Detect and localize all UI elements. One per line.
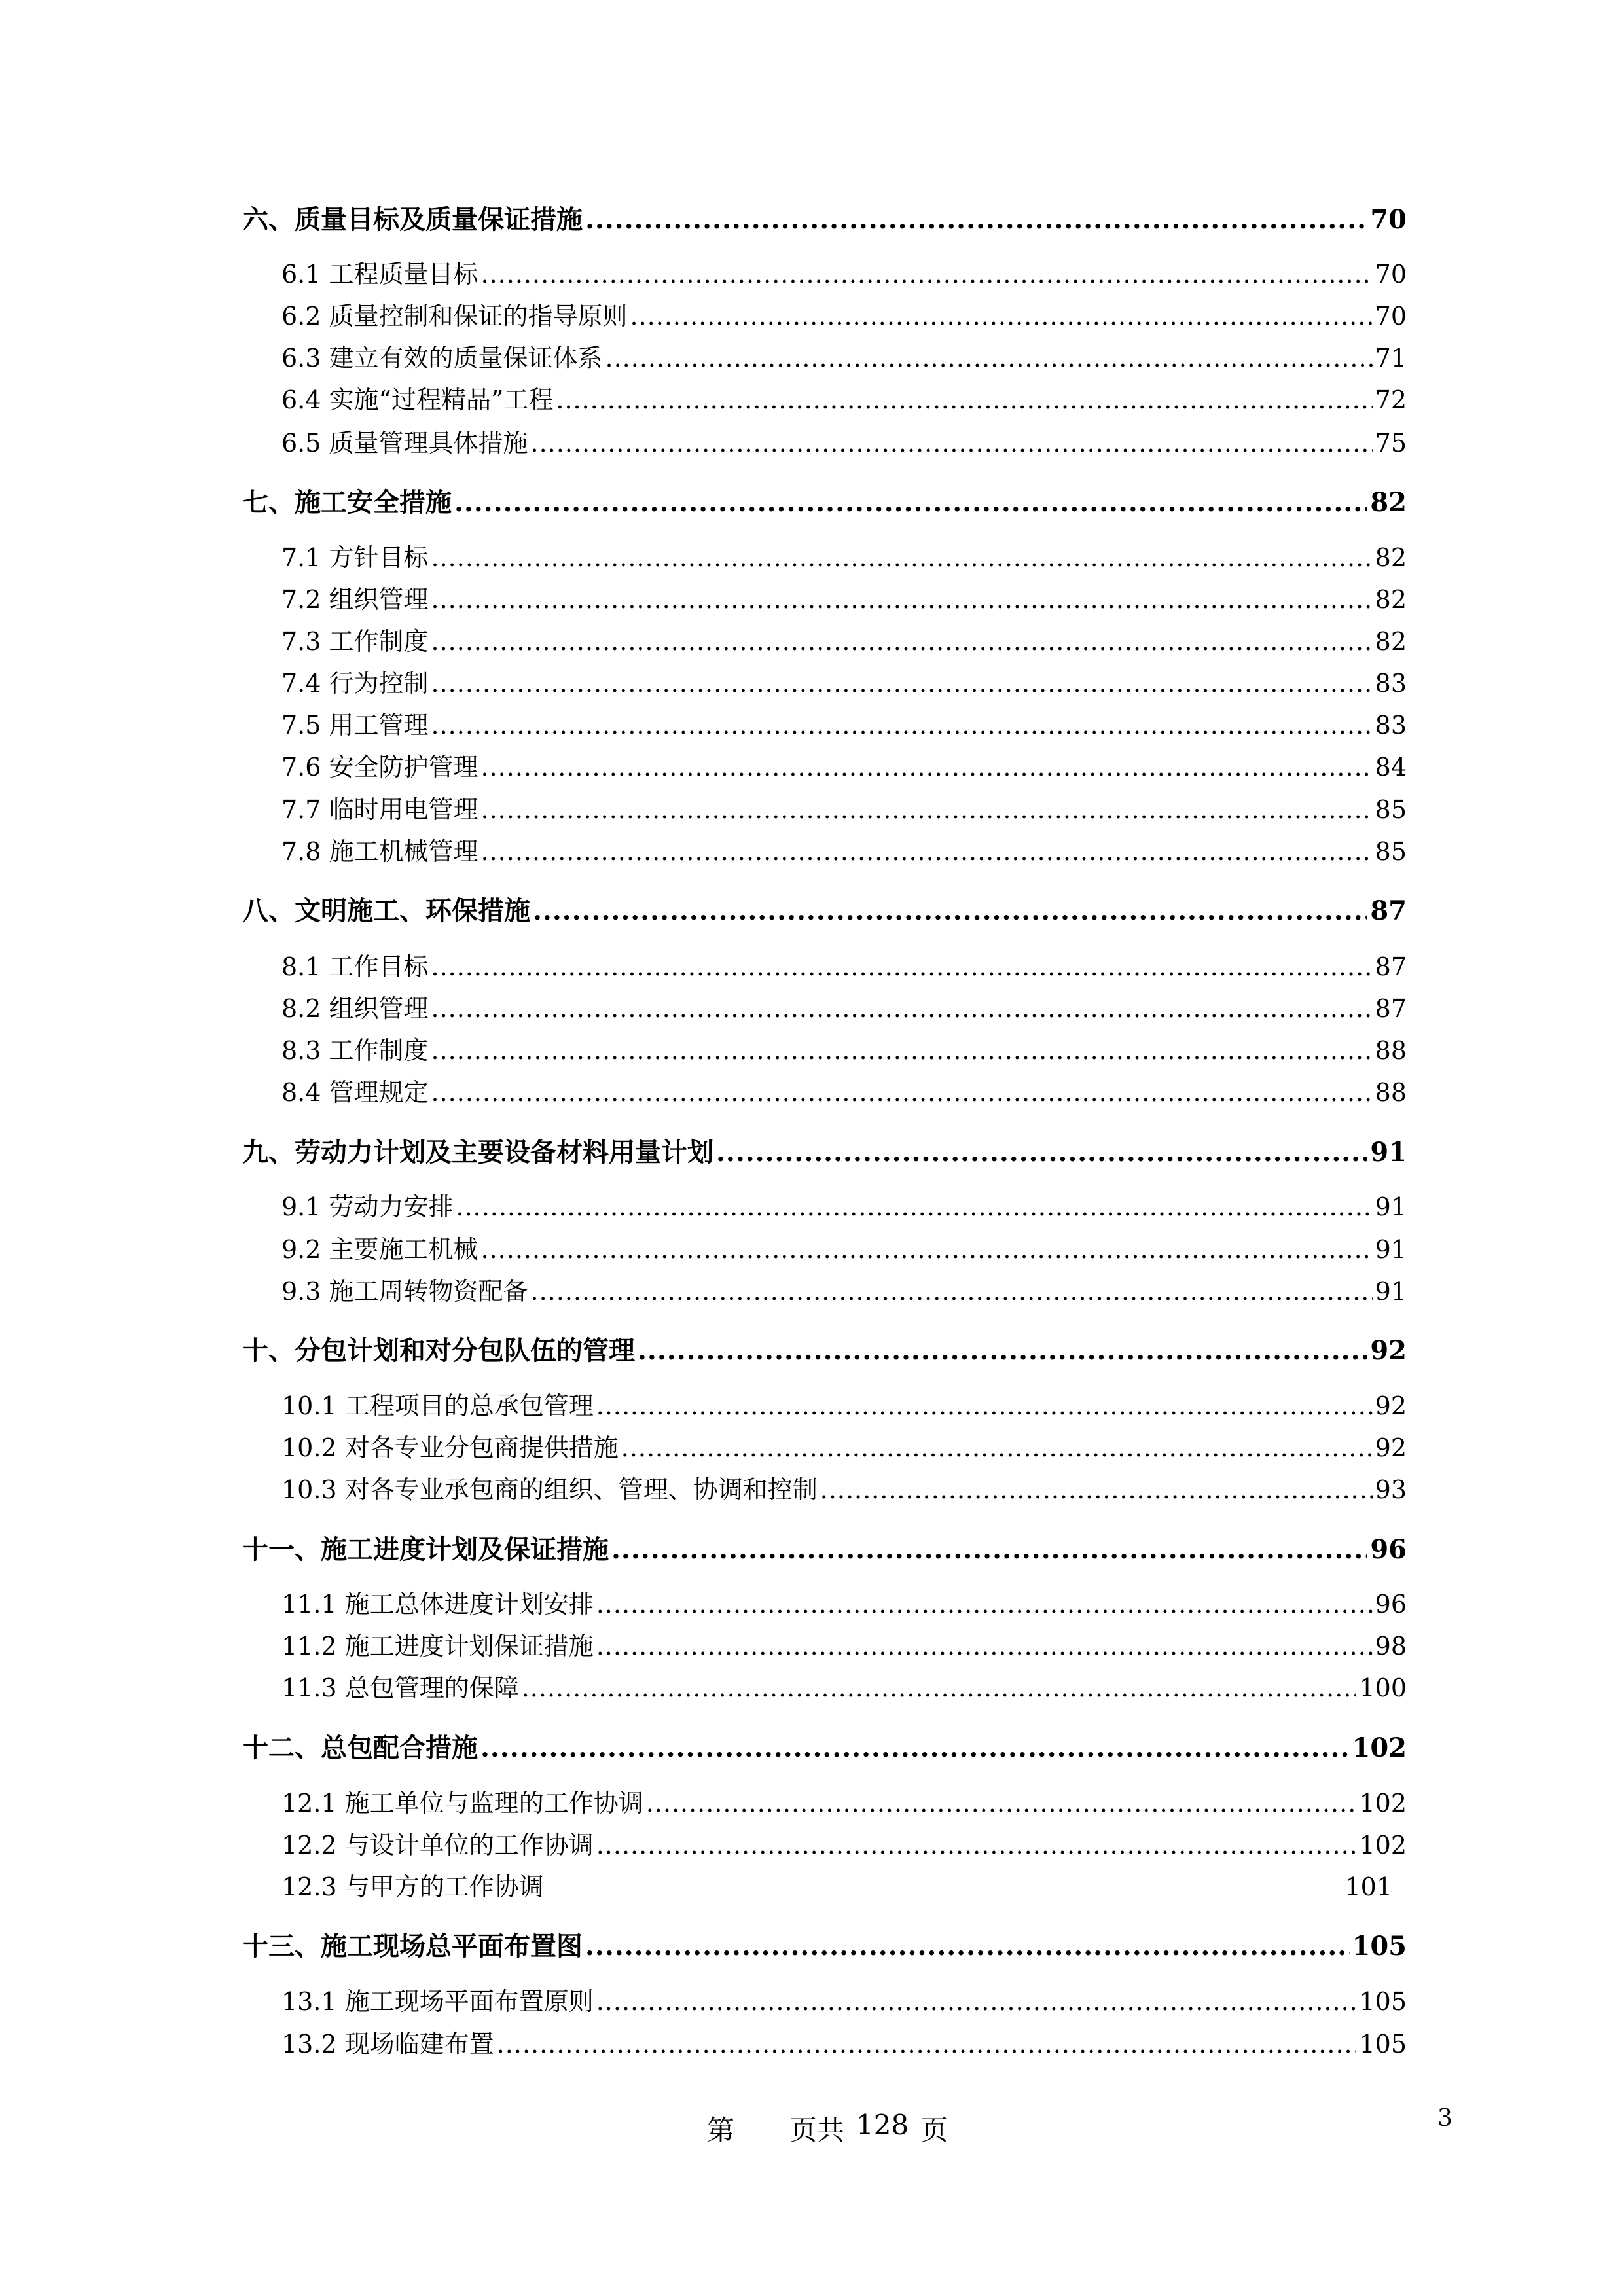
toc-entry-page: 85 [1375, 795, 1407, 824]
toc-entry-label: 六、质量目标及质量保证措施 [242, 204, 583, 235]
toc-entry-label: 8.2 组织管理 [281, 994, 429, 1023]
footer-mid: 页共 [789, 2114, 845, 2146]
toc-entry-page: 92 [1375, 1433, 1407, 1462]
toc-section-entry[interactable] [281, 581, 1407, 619]
toc-entry-page: 105 [1352, 1931, 1407, 1962]
toc-dot-leader [533, 892, 1367, 930]
toc-entry-label: 10.2 对各专业分包商提供措施 [281, 1433, 619, 1462]
toc-entry-label: 十三、施工现场总平面布置图 [242, 1931, 583, 1962]
toc-entry-label: 13.1 施工现场平面布置原则 [281, 1987, 594, 2016]
toc-entry-label: 13.2 现场临建布置 [281, 2030, 494, 2058]
toc-dot-leader [481, 1230, 1373, 1268]
toc-section-entry[interactable] [281, 297, 1407, 335]
toc-section-entry[interactable] [281, 381, 1407, 419]
toc-dot-leader [596, 1982, 1357, 2020]
toc-section-entry[interactable] [281, 833, 1407, 870]
toc-entry-label: 12.3 与甲方的工作协调 [281, 1873, 544, 1901]
page-footer [0, 2105, 1624, 2155]
toc-dot-leader [531, 1272, 1373, 1310]
toc-dot-leader [596, 1585, 1373, 1623]
toc-entry-page: 91 [1375, 1277, 1407, 1306]
toc-entry-label: 九、劳动力计划及主要设备材料用量计划 [242, 1137, 713, 1168]
toc-section-entry[interactable] [281, 1188, 1407, 1226]
toc-dot-leader [431, 948, 1373, 986]
toc-dot-leader [497, 2025, 1357, 2063]
toc-dot-leader [646, 1784, 1357, 1822]
footer-suffix: 页 [920, 2114, 948, 2146]
toc-entry-label: 7.8 施工机械管理 [281, 837, 478, 866]
toc-dot-leader [481, 255, 1373, 293]
toc-section-entry[interactable] [281, 1868, 1407, 1906]
toc-entry-label: 8.1 工作目标 [281, 952, 429, 981]
toc-section-entry[interactable] [281, 1387, 1407, 1425]
toc-entry-label: 十一、施工进度计划及保证措施 [242, 1534, 609, 1565]
toc-entry-page: 101 [1344, 1873, 1392, 1901]
toc-entry-page: 82 [1375, 585, 1407, 614]
toc-dot-leader [638, 1332, 1367, 1370]
toc-dot-leader [596, 1387, 1373, 1425]
toc-dot-leader [481, 791, 1373, 829]
toc-entry-label: 6.1 工程质量目标 [281, 260, 478, 289]
toc-entry-page: 92 [1375, 1391, 1407, 1420]
toc-section-entry[interactable] [281, 1826, 1407, 1864]
toc-dot-leader [585, 1928, 1350, 1965]
toc-section-entry[interactable] [281, 748, 1407, 786]
toc-section-entry[interactable] [281, 539, 1407, 577]
toc-entry-label: 6.4 实施“过程精品”工程 [281, 386, 554, 414]
toc-entry-label: 八、文明施工、环保措施 [242, 895, 530, 926]
toc-dot-leader [431, 1031, 1373, 1069]
toc-chapter-entry[interactable] [242, 201, 1407, 239]
toc-entry-page: 85 [1375, 837, 1407, 866]
toc-entry-label: 6.5 质量管理具体措施 [281, 429, 528, 457]
toc-entry-label: 7.3 工作制度 [281, 627, 429, 656]
toc-entry-label: 12.1 施工单位与监理的工作协调 [281, 1789, 643, 1818]
toc-dot-leader [522, 1669, 1357, 1707]
toc-entry-page: 87 [1370, 895, 1407, 926]
toc-dot-leader [454, 484, 1367, 522]
toc-entry-page: 93 [1375, 1475, 1407, 1504]
toc-entry-label: 7.5 用工管理 [281, 711, 429, 740]
toc-section-entry[interactable] [281, 706, 1407, 744]
toc-entry-page: 96 [1370, 1534, 1407, 1565]
toc-chapter-entry[interactable] [242, 1928, 1407, 1965]
toc-chapter-entry[interactable] [242, 1134, 1407, 1172]
toc-entry-label: 七、施工安全措施 [242, 487, 452, 518]
toc-section-entry[interactable] [281, 339, 1407, 377]
toc-dot-leader [431, 581, 1373, 619]
toc-entry-page: 102 [1359, 1789, 1407, 1818]
toc-section-entry[interactable] [281, 424, 1407, 462]
toc-dot-leader [611, 1531, 1367, 1569]
toc-section-entry[interactable] [281, 1627, 1407, 1665]
toc-entry-label: 9.3 施工周转物资配备 [281, 1277, 528, 1306]
toc-chapter-entry[interactable] [242, 484, 1407, 522]
toc-section-entry[interactable] [281, 2025, 1407, 2063]
toc-entry-page: 71 [1375, 344, 1407, 372]
toc-dot-leader [431, 1073, 1373, 1111]
toc-entry-page: 102 [1352, 1732, 1407, 1763]
toc-entry-label: 7.2 组织管理 [281, 585, 429, 614]
toc-section-entry[interactable] [281, 1784, 1407, 1822]
toc-dot-leader [556, 381, 1372, 419]
toc-dot-leader [431, 539, 1373, 577]
toc-section-entry[interactable] [281, 255, 1407, 293]
toc-entry-label: 7.1 方针目标 [281, 543, 429, 572]
toc-entry-label: 6.3 建立有效的质量保证体系 [281, 344, 603, 372]
toc-chapter-entry[interactable] [242, 1729, 1407, 1767]
toc-dot-leader [431, 622, 1373, 660]
toc-entry-page: 105 [1359, 1987, 1407, 2016]
toc-dot-leader [531, 424, 1373, 462]
toc-entry-label: 8.4 管理规定 [281, 1078, 429, 1107]
toc-entry-page: 91 [1375, 1193, 1407, 1221]
toc-entry-page: 87 [1375, 994, 1407, 1023]
toc-entry-label: 10.3 对各专业承包商的组织、管理、协调和控制 [281, 1475, 818, 1504]
toc-dot-leader [431, 990, 1373, 1028]
toc-dot-leader [480, 1729, 1350, 1767]
toc-chapter-entry[interactable] [242, 892, 1407, 930]
toc-dot-leader [431, 706, 1373, 744]
toc-entry-label: 6.2 质量控制和保证的指导原则 [281, 302, 628, 331]
toc-entry-page: 75 [1375, 429, 1407, 457]
page-number: 3 [1437, 2105, 1453, 2132]
toc-entry-page: 98 [1375, 1632, 1407, 1660]
toc-entry-page: 92 [1370, 1335, 1407, 1366]
toc-section-entry[interactable] [281, 664, 1407, 702]
toc-entry-page: 96 [1375, 1590, 1407, 1619]
toc-section-entry[interactable] [281, 1230, 1407, 1268]
toc-section-entry[interactable] [281, 990, 1407, 1028]
toc-section-entry[interactable] [281, 1585, 1407, 1623]
toc-entry-label: 8.3 工作制度 [281, 1036, 429, 1065]
toc-entry-page: 70 [1375, 302, 1407, 331]
toc-section-entry[interactable] [281, 1429, 1407, 1467]
toc-section-entry[interactable] [281, 1073, 1407, 1111]
toc-entry-label: 11.1 施工总体进度计划安排 [281, 1590, 594, 1619]
toc-entry-label: 12.2 与设计单位的工作协调 [281, 1831, 594, 1859]
toc-dot-leader [596, 1826, 1357, 1864]
toc-entry-page: 91 [1375, 1235, 1407, 1264]
toc-entry-page: 70 [1375, 260, 1407, 289]
toc-entry-label: 7.7 临时用电管理 [281, 795, 478, 824]
toc-entry-page: 72 [1375, 386, 1407, 414]
toc-entry-label: 9.1 劳动力安排 [281, 1193, 454, 1221]
toc-section-entry[interactable] [281, 1031, 1407, 1069]
toc-entry-page: 82 [1370, 487, 1407, 518]
toc-dot-leader [456, 1188, 1373, 1226]
toc-section-entry[interactable] [281, 1669, 1407, 1707]
toc-section-entry[interactable] [281, 791, 1407, 829]
toc-dot-leader [481, 833, 1373, 870]
toc-chapter-entry[interactable] [242, 1332, 1407, 1370]
toc-entry-page: 91 [1370, 1137, 1407, 1168]
toc-entry-label: 十二、总包配合措施 [242, 1732, 478, 1763]
toc-entry-page: 105 [1359, 2030, 1407, 2058]
toc-entry-page: 100 [1359, 1674, 1407, 1702]
toc-entry-label: 7.4 行为控制 [281, 669, 429, 698]
toc-entry-page: 88 [1375, 1078, 1407, 1107]
toc-dot-leader [605, 339, 1373, 377]
toc-section-entry[interactable] [281, 1471, 1407, 1509]
toc-section-entry[interactable] [281, 622, 1407, 660]
toc-entry-page: 84 [1375, 753, 1407, 781]
toc-entry-label: 11.2 施工进度计划保证措施 [281, 1632, 594, 1660]
toc-dot-leader [585, 201, 1367, 239]
toc-dot-leader [630, 297, 1373, 335]
toc-dot-leader [481, 748, 1373, 786]
toc-entry-label: 10.1 工程项目的总承包管理 [281, 1391, 594, 1420]
toc-section-entry[interactable] [281, 948, 1407, 986]
toc-dot-leader [596, 1627, 1373, 1665]
toc-entry-label: 11.3 总包管理的保障 [281, 1674, 519, 1702]
toc-entry-label: 9.2 主要施工机械 [281, 1235, 478, 1264]
toc-entry-page: 83 [1375, 711, 1407, 740]
toc-chapter-entry[interactable] [242, 1531, 1407, 1569]
toc-dot-leader [431, 664, 1373, 702]
toc-dot-leader [820, 1471, 1373, 1509]
toc-entry-page: 82 [1375, 627, 1407, 656]
page-counter [707, 2109, 948, 2148]
toc-entry-page: 82 [1375, 543, 1407, 572]
toc-entry-page: 102 [1359, 1831, 1407, 1859]
toc-entry-page: 88 [1375, 1036, 1407, 1065]
toc-entry-page: 70 [1370, 204, 1407, 235]
toc-entry-page: 87 [1375, 952, 1407, 981]
toc-section-entry[interactable] [281, 1272, 1407, 1310]
footer-prefix: 第 [707, 2114, 735, 2146]
toc-entry-page: 83 [1375, 669, 1407, 698]
toc-dot-leader [621, 1429, 1373, 1467]
toc-entry-label: 7.6 安全防护管理 [281, 753, 478, 781]
toc-entry-label: 十、分包计划和对分包队伍的管理 [242, 1335, 635, 1366]
footer-total: 128 [856, 2109, 909, 2141]
toc-section-entry[interactable] [281, 1982, 1407, 2020]
toc-dot-leader [716, 1134, 1367, 1172]
